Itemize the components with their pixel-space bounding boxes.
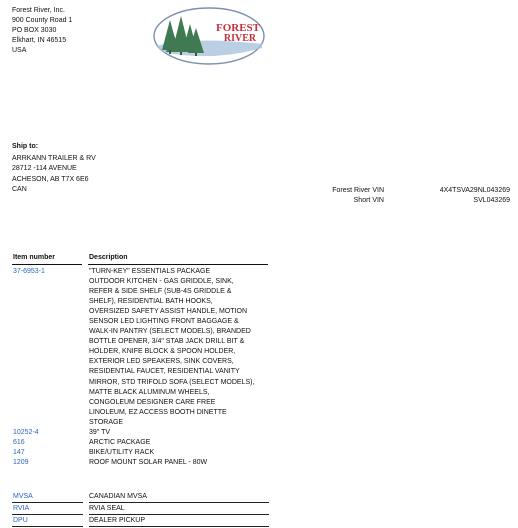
item-description: 39" TV bbox=[89, 428, 111, 436]
sender-address bbox=[12, 6, 72, 56]
ship-to-line: ACHESON, AB T7X 6E6 bbox=[12, 175, 89, 183]
table-row bbox=[0, 428, 518, 438]
item-code-link[interactable]: 1209 bbox=[13, 458, 29, 466]
item-code-link[interactable]: 147 bbox=[13, 448, 25, 456]
ship-to-line: 28712 -114 AVENUE bbox=[12, 165, 77, 173]
vin-label: Forest River VIN bbox=[332, 187, 384, 194]
sender-line: Elkhart, IN 46515 bbox=[12, 37, 67, 44]
vin-labels bbox=[300, 186, 384, 206]
ship-to-line: ARRKANN TRAILER & RV bbox=[12, 154, 96, 162]
item-description: ROOF MOUNT SOLAR PANEL - 80W bbox=[89, 458, 208, 466]
charges-table bbox=[0, 492, 518, 528]
forest-river-logo bbox=[152, 6, 266, 66]
description-header: Description bbox=[89, 254, 128, 261]
logo-text-forest: FOREST bbox=[215, 22, 261, 34]
item-code-link[interactable]: RVIA bbox=[12, 504, 83, 515]
table-row bbox=[0, 504, 518, 516]
table-row bbox=[0, 516, 518, 528]
logo-text-river: RIVER bbox=[223, 33, 257, 44]
item-code-link[interactable]: 616 bbox=[13, 438, 25, 446]
table-row bbox=[0, 448, 518, 458]
sender-line: Forest River, Inc. bbox=[12, 7, 65, 14]
short-vin-label: Short VIN bbox=[353, 197, 384, 204]
ship-to-line: CAN bbox=[12, 186, 27, 194]
vin-values bbox=[420, 186, 510, 206]
item-code-link[interactable]: MVSA bbox=[12, 492, 83, 503]
vin-value: 4X4TSVA29NL043269 bbox=[439, 187, 510, 194]
ship-to-block bbox=[12, 142, 96, 196]
item-description: ARCTIC PACKAGE bbox=[89, 438, 151, 446]
description-header-rule bbox=[88, 264, 268, 265]
item-code-link[interactable]: DPU bbox=[12, 516, 83, 527]
item-header-rule bbox=[12, 264, 82, 265]
sender-line: 900 County Road 1 bbox=[12, 17, 73, 24]
short-vin-value: SVL043269 bbox=[473, 197, 510, 204]
ship-to-heading: Ship to: bbox=[12, 143, 39, 150]
items-table bbox=[0, 267, 518, 468]
sender-line: USA bbox=[12, 47, 27, 54]
table-row bbox=[0, 458, 518, 468]
item-code-link[interactable]: 37-6953-1 bbox=[13, 268, 45, 275]
item-description: DEALER PICKUP bbox=[89, 516, 269, 527]
table-row bbox=[0, 492, 518, 504]
item-code-link[interactable]: 10252-4 bbox=[13, 428, 39, 436]
table-row bbox=[0, 438, 518, 448]
item-description: BIKE/UTILITY RACK bbox=[89, 448, 155, 456]
table-row bbox=[0, 267, 518, 428]
item-number-header: Item number bbox=[13, 254, 56, 261]
item-description: CANADIAN MVSA bbox=[89, 492, 269, 503]
item-description: "TURN-KEY" ESSENTIALS PACKAGE OUTDOOR KITCHEN - GAS GRIDDLE, SINK, REFER & SIDE SHELF (SUB-4S GRIDDLE & SHELF), RESIDENTIAL BATH HOOKS, OVERSIZED SAFETY ASSIST HANDLE, MOTION SENSOR LED LIGHTING FRONT BAGGAGE & WALK-IN PANTRY (SELECT MODELS), BRANDED BOTTLE OPENER, 3/4" STAB JACK DRILL BIT & HOLDER, KNIFE BLOCK & SPOON HOLDER, EXTERIOR LED SPEAKERS, SINK COVERS, RESIDENTIAL FAUCET, RESIDENTIAL VANITY MIRROR, STD TRIFOLD SOFA (SELECT MODELS), MATTE BLACK ALUMINUM WHEELS, CONGOLEUM DESIGNER CARE FREE LINOLEUM, EZ ACCESS BOOTH DINETTE STORAGE bbox=[89, 268, 255, 426]
item-description: RVIA SEAL bbox=[89, 504, 269, 515]
sender-line: PO BOX 3030 bbox=[12, 27, 57, 34]
